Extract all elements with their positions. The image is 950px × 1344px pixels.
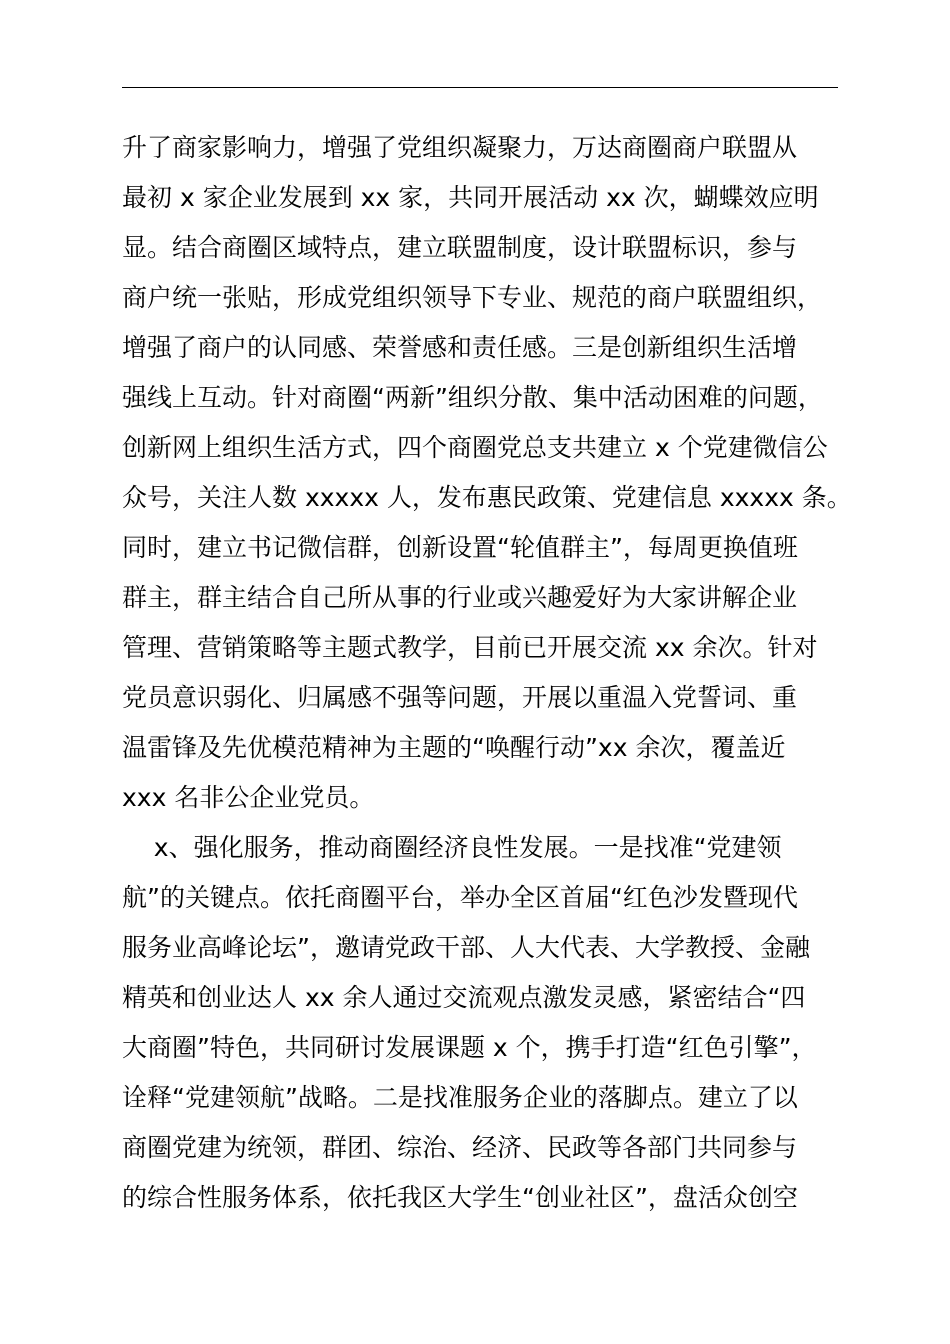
text-line: 管理、营销策略等主题式教学，目前已开展交流 xx 余次。针对 <box>122 633 818 662</box>
text-line: 增强了商户的认同感、荣誉感和责任感。三是创新组织生活增 <box>122 333 798 362</box>
text-line: 商户统一张贴，形成党组织领导下专业、规范的商户联盟组织， <box>122 283 823 312</box>
text-line: 诠释“党建领航”战略。二是找准服务企业的落脚点。建立了以 <box>122 1083 798 1112</box>
text-line: 显。结合商圈区域特点，建立联盟制度，设计联盟标识，参与 <box>122 233 798 262</box>
text-line: 最初 x 家企业发展到 xx 家，共同开展活动 xx 次，蝴蝶效应明 <box>122 183 819 212</box>
text-line: x、强化服务，推动商圈经济良性发展。一是找准“党建领 <box>122 833 782 862</box>
text-line: 强线上互动。针对商圈“两新”组织分散、集中活动困难的问题， <box>122 383 823 412</box>
text-line: 商圈党建为统领，群团、综治、经济、民政等各部门共同参与 <box>122 1133 798 1162</box>
header-rule <box>122 87 838 88</box>
text-line: 的综合性服务体系，依托我区大学生“创业社区”，盘活众创空 <box>122 1183 798 1212</box>
text-line: xxx 名非公企业党员。 <box>122 783 375 812</box>
text-line: 党员意识弱化、归属感不强等问题，开展以重温入党誓词、重 <box>122 683 798 712</box>
text-line: 大商圈”特色，共同研讨发展课题 x 个，携手打造“红色引擎”， <box>122 1033 817 1062</box>
text-line: 创新网上组织生活方式，四个商圈党总支共建立 x 个党建微信公 <box>122 433 828 462</box>
text-line: 群主，群主结合自己所从事的行业或兴趣爱好为大家讲解企业 <box>122 583 798 612</box>
text-line: 服务业高峰论坛”，邀请党政干部、人大代表、大学教授、金融 <box>122 933 810 962</box>
text-line: 同时，建立书记微信群，创新设置“轮值群主”，每周更换值班 <box>122 533 798 562</box>
text-line: 温雷锋及先优模范精神为主题的“唤醒行动”xx 余次，覆盖近 <box>122 733 786 762</box>
text-line: 精英和创业达人 xx 余人通过交流观点激发灵感，紧密结合“四 <box>122 983 806 1012</box>
text-line: 升了商家影响力，增强了党组织凝聚力，万达商圈商户联盟从 <box>122 133 798 162</box>
text-line: 航”的关键点。依托商圈平台，举办全区首届“红色沙发暨现代 <box>122 883 798 912</box>
text-line: 众号，关注人数 xxxxx 人，发布惠民政策、党建信息 xxxxx 条。 <box>122 483 852 512</box>
